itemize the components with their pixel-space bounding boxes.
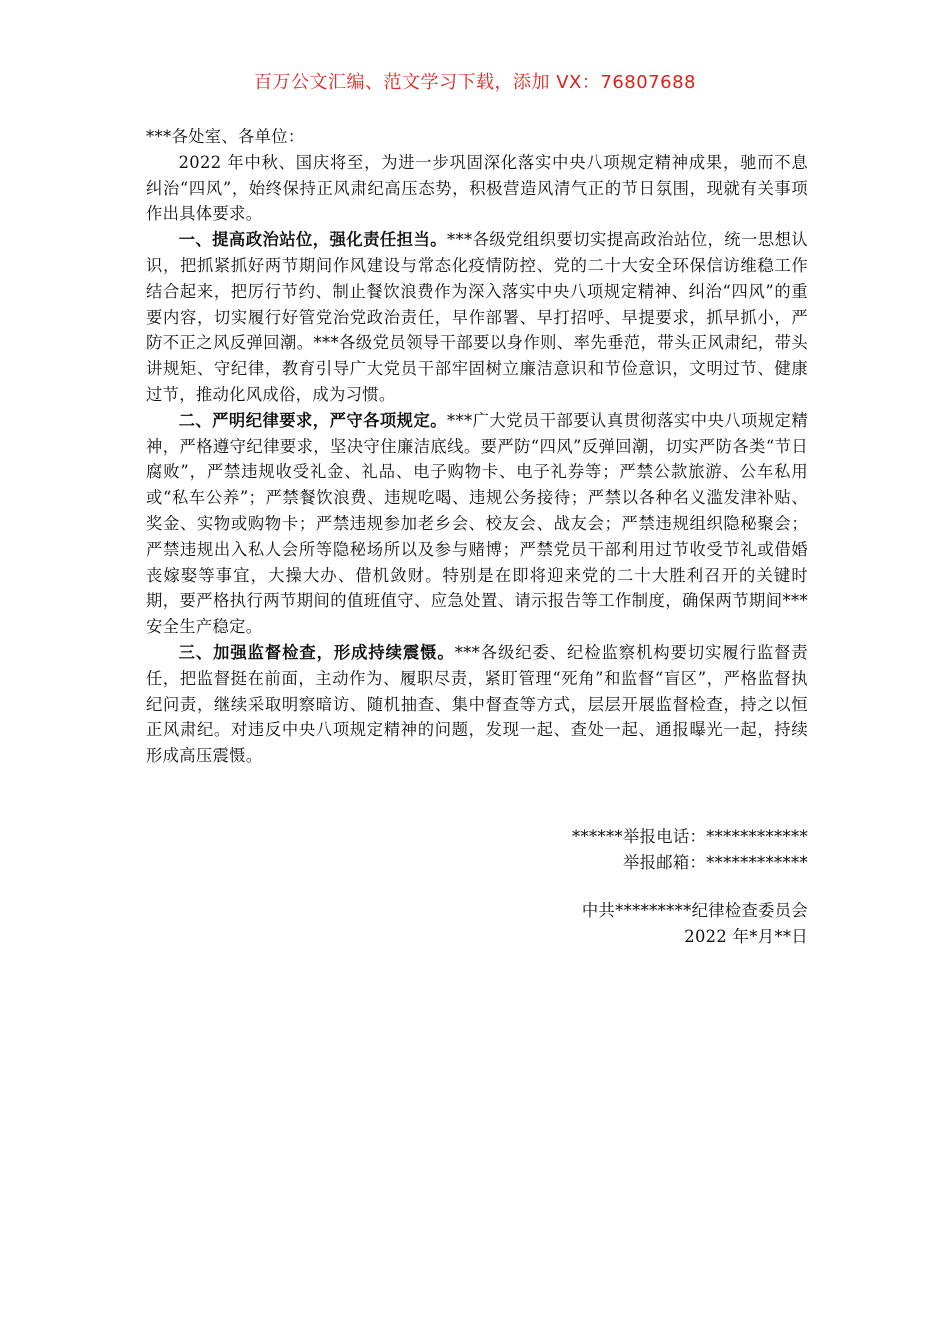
- section-3: [146, 640, 808, 769]
- intro-paragraph: 2022 年中秋、国庆将至，为进一步巩固深化落实中央八项规定精神成果，驰而不息纠治“四风”，始终保持正风肃纪高压态势，积极营造风清气正的节日氛围，现就有关事项作出具体要求。: [146, 152, 808, 224]
- section-3-body: ***各级纪委、纪检监察机构要切实履行监督责任，把监督挺在前面，主动作为、履职尽责，紧盯管理“死角”和监督“盲区”，严格监督执纪问责，继续采取明察暗访、随机抽查、集中督查等方式，层层开展监督检查，持之以恒正风肃纪。对违反中央八项规定精神的问题，发现一起、查处一起、通报曝光一起，持续形成高压震慑。: [146, 642, 809, 766]
- section-1: [146, 227, 808, 408]
- report-email: 举报邮箱：************: [622, 852, 808, 872]
- section-2-heading: 二、严明纪律要求，严守各项规定。: [178, 410, 448, 430]
- section-1-heading: 一、提高政治站位，强化责任担当。: [178, 230, 448, 250]
- section-3-heading: 三、加强监督检查，形成持续震慑。: [178, 642, 455, 662]
- section-2: [146, 408, 808, 640]
- document-body: [146, 124, 808, 769]
- section-2-body: ***广大党员干部要认真贯彻落实中央八项规定精神，严格遵守纪律要求，坚决守住廉洁底线。要严防“四风”反弹回潮，切实严防各类“节日腐败”，严禁违规收受礼金、礼品、电子购物卡、电子礼券等；严禁公款旅游、公车私用或“私车公养”；严禁餐饮浪费、违规吃喝、违规公务接待；严禁以各种名义滥发津补贴、奖金、实物或购物卡；严禁违规参加老乡会、校友会、战友会；严禁违规组织隐秘聚会；严禁违规出入私人会所等隐秘场所以及参与赌博；严禁党员干部利用过节收受节礼或借婚丧嫁娶等事宜，大操大办、借机敛财。特别是在即将迎来党的二十大胜利召开的关键时期，要严格执行两节期间的值班值守、应急处置、请示报告等工作制度，确保两节期间***安全生产稳定。: [146, 410, 808, 637]
- signature-block: [582, 898, 808, 950]
- report-contact: [572, 824, 808, 876]
- report-phone: ******举报电话：************: [572, 827, 808, 846]
- salutation: ***各处室、各单位：: [146, 127, 305, 146]
- issuing-organization: 中共*********纪律检查委员会: [581, 901, 808, 920]
- issue-date: 2022 年*月**日: [684, 926, 808, 946]
- watermark-banner: 百万公文汇编、范文学习下载，添加 VX：76807688: [254, 72, 696, 93]
- section-1-body: ***各级党组织要切实提高政治站位，统一思想认识，把抓紧抓好两节期间作风建设与常态化疫情防控、党的二十大安全环保信访维稳工作结合起来，把厉行节约、制止餐饮浪费作为深入落实中央八项规定精神、纠治“四风”的重要内容，切实履行好管党治党政治责任，早作部署、早打招呼、早提要求，抓早抓小，严防不正之风反弹回潮。***各级党员领导干部要以身作则、率先垂范，带头正风肃纪，带头讲规矩、守纪律，教育引导广大党员干部牢固树立廉洁意识和节俭意识，文明过节、健康过节，推动化风成俗，成为习惯。: [146, 230, 808, 404]
